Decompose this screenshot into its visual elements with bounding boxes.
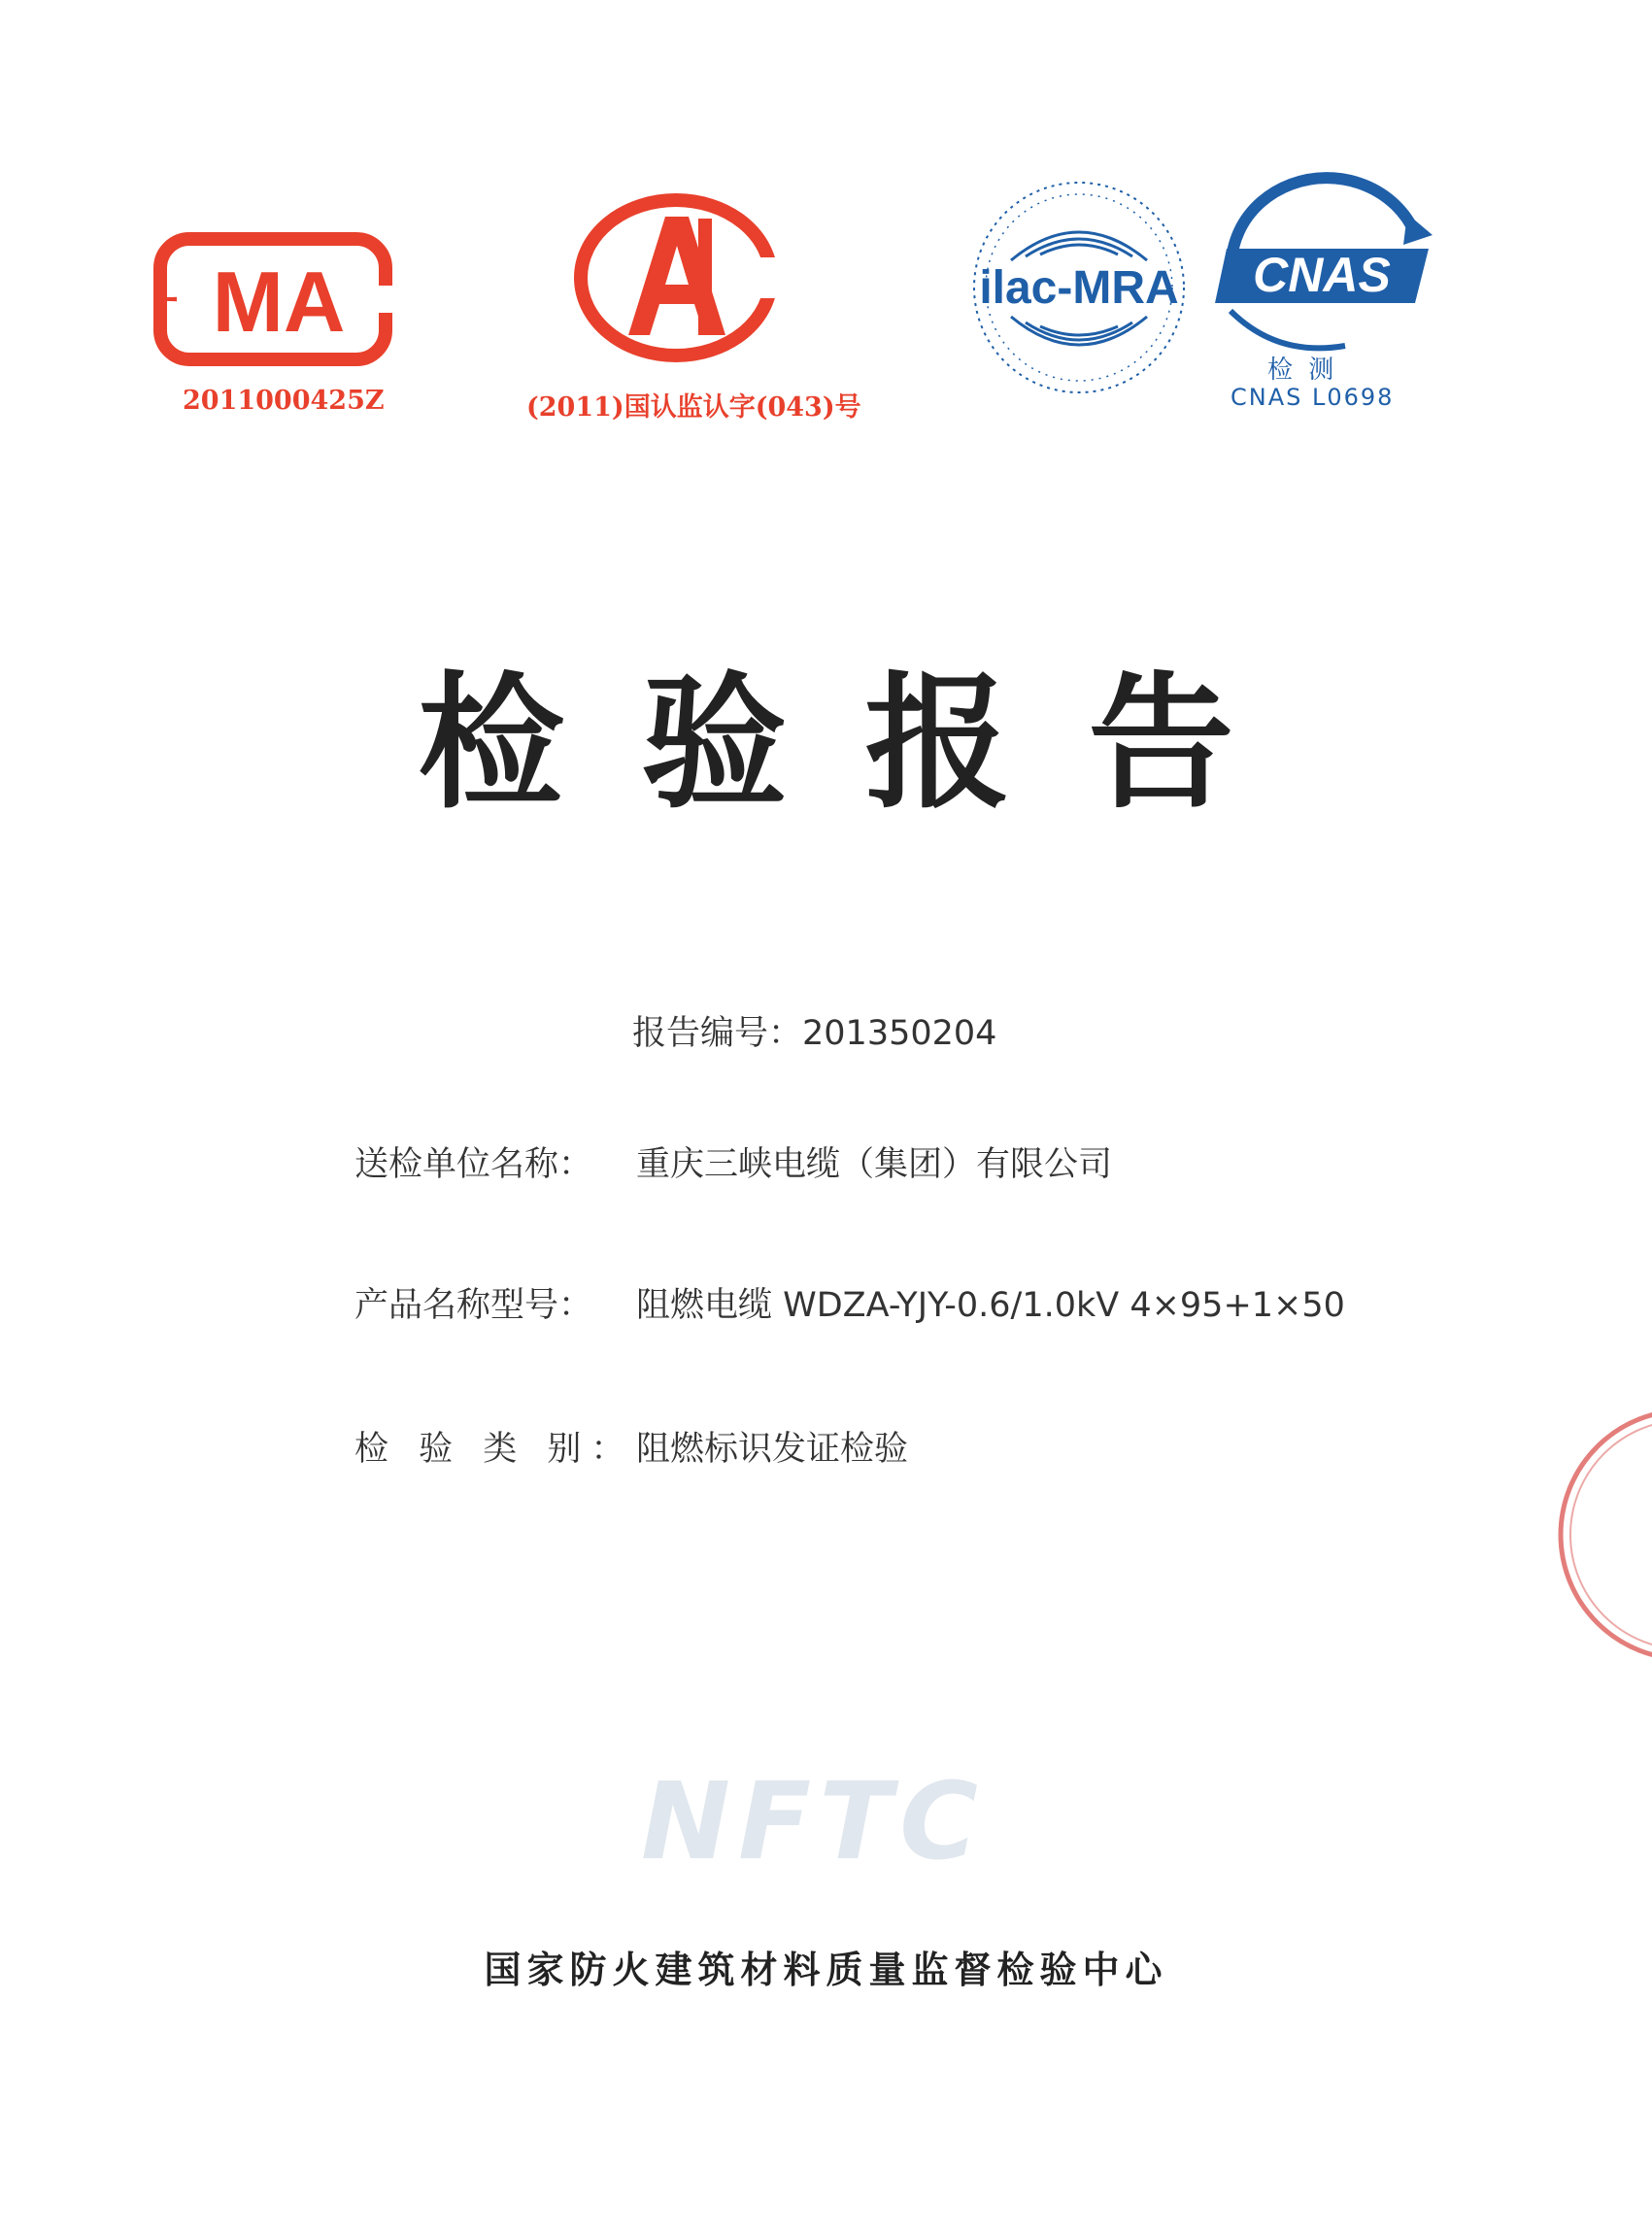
- info-label: 检 验 类 别：: [354, 1430, 635, 1469]
- info-label: 产品名称型号：: [354, 1286, 593, 1325]
- cma-logo: [151, 231, 395, 367]
- cnas-mark: CNAS: [1253, 248, 1391, 302]
- cnas-line1: 检 测: [1267, 356, 1338, 385]
- ilac-mark: ilac-MRA: [979, 262, 1179, 314]
- cnas-line2: CNAS L0698: [1231, 384, 1395, 411]
- report-number-value: 201350204: [802, 1014, 997, 1053]
- info-row-product: [354, 1285, 1345, 1326]
- nftc-watermark: NFTC: [641, 1759, 986, 1883]
- cal-logo: [568, 189, 784, 366]
- cal-number: (2011)国认监认字(043)号: [526, 392, 861, 423]
- info-label: 送检单位名称：: [354, 1145, 593, 1184]
- info-value: 重庆三峡电缆（集团）有限公司: [636, 1145, 1113, 1184]
- cma-mark: MA: [212, 254, 346, 350]
- report-number: [632, 1006, 996, 1055]
- info-row-category: [354, 1429, 908, 1470]
- report-number-label: 报告编号：: [632, 1014, 803, 1053]
- page-title: 检验报告: [418, 658, 1312, 829]
- ilac-mra-logo: [969, 175, 1189, 400]
- cma-number: 2011000425Z: [183, 386, 385, 416]
- info-value: 阻燃标识发证检验: [636, 1430, 909, 1469]
- organization-name: 国家防火建筑材料质量监督检验中心: [484, 1949, 1168, 1991]
- info-row-submitter: [354, 1144, 1112, 1185]
- red-stamp: [1539, 1399, 1652, 1671]
- cnas-logo: [1209, 185, 1434, 357]
- info-value: 阻燃电缆 WDZA-YJY-0.6/1.0kV 4×95+1×50: [636, 1286, 1345, 1325]
